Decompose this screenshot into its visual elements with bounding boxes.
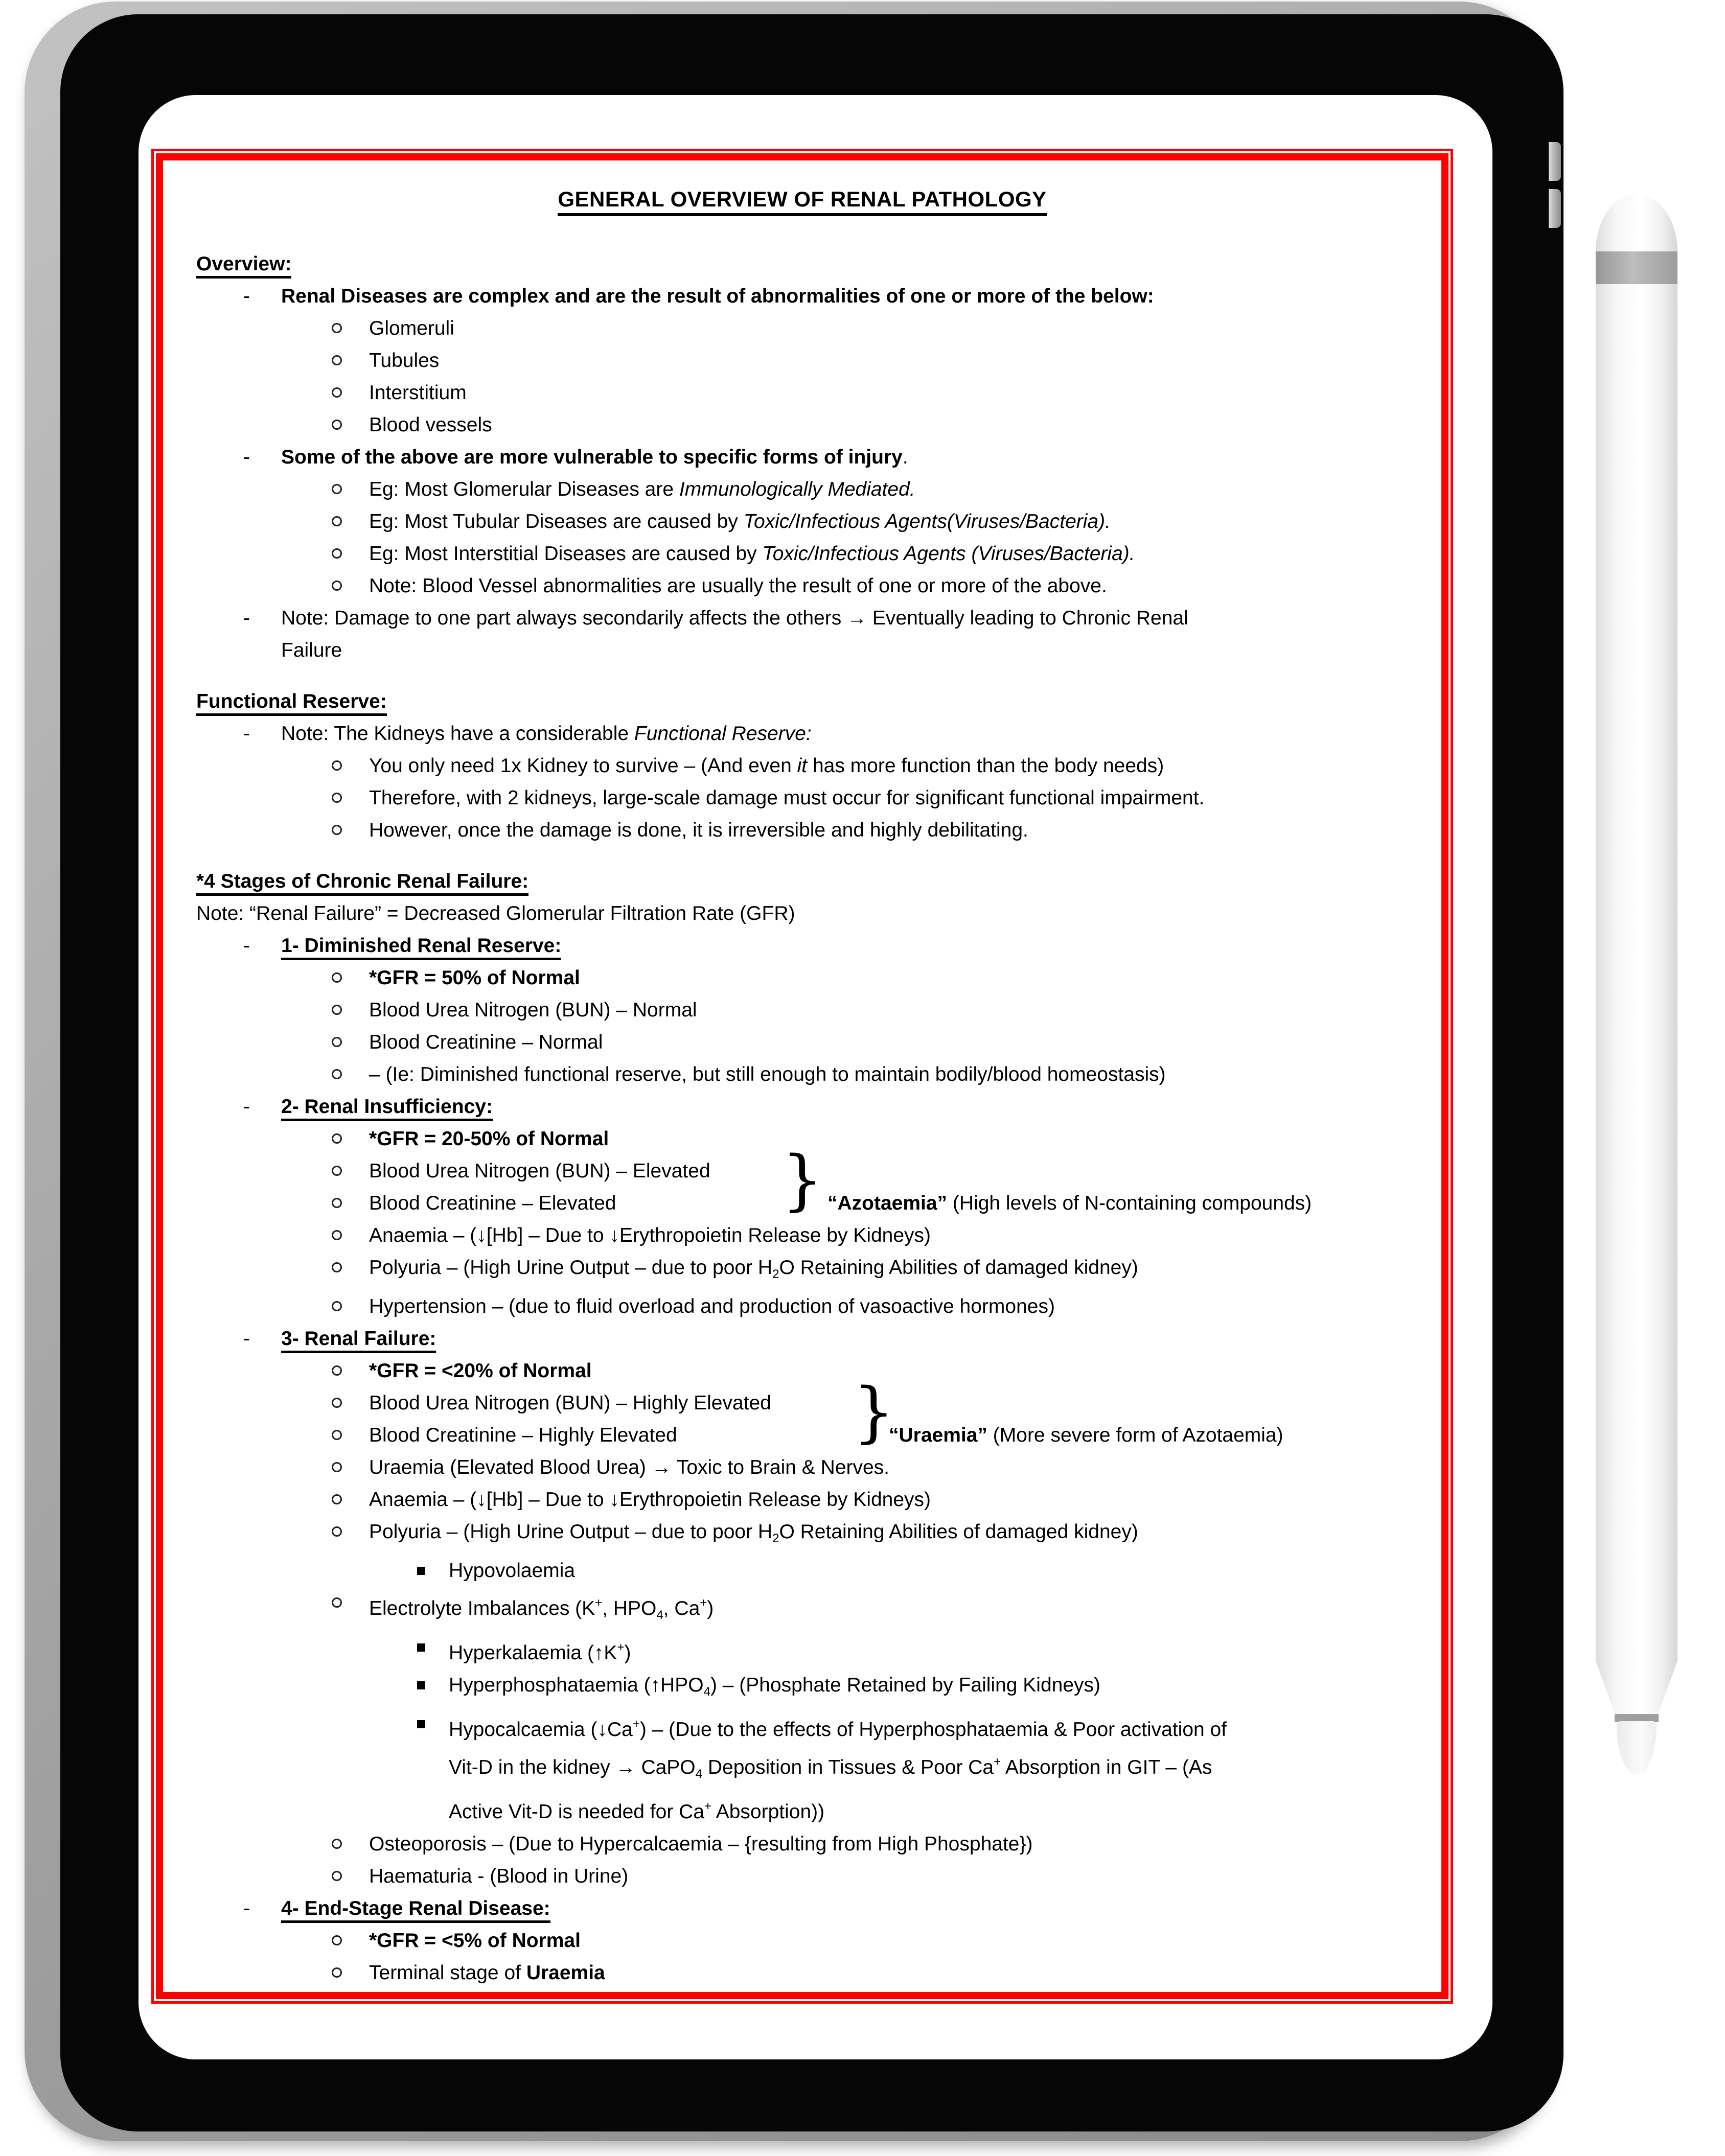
pencil-cap xyxy=(1596,194,1677,257)
doc-line-text: Anaemia – (↓[Hb] – Due to ↓Erythropoietin Release by Kidneys) xyxy=(369,1224,931,1246)
circle-bullet-icon xyxy=(332,1037,342,1047)
doc-line-text: Hypertension – (due to fluid overload and production of vasoactive hormones) xyxy=(369,1295,1055,1317)
square-bullet-icon xyxy=(417,1643,425,1652)
brace-annotation: “Uraemia” (More severe form of Azotaemia) xyxy=(889,1424,1283,1446)
doc-line xyxy=(163,750,1441,782)
document-title-text: GENERAL OVERVIEW OF RENAL PATHOLOGY xyxy=(558,187,1046,216)
circle-bullet-icon xyxy=(332,972,342,983)
doc-line xyxy=(163,1892,1441,1925)
doc-line xyxy=(163,1058,1441,1091)
doc-line xyxy=(163,717,1441,750)
dash-bullet-icon: - xyxy=(243,1096,250,1118)
doc-line-text: Hyperphosphataemia $(↑HPO_4)$ – (Phosphate Retained by Failing Kidneys) xyxy=(449,1674,1101,1699)
doc-line xyxy=(163,1323,1441,1355)
doc-line xyxy=(163,441,1441,473)
doc-line xyxy=(163,312,1441,344)
circle-bullet-icon xyxy=(332,1365,342,1376)
doc-line-text: Osteoporosis – (Due to Hypercalcaemia – {resulting from High Phosphate}) xyxy=(369,1833,1033,1855)
doc-line xyxy=(163,930,1441,962)
doc-line-text: Blood Creatinine – Normal xyxy=(369,1031,603,1053)
document-content xyxy=(163,183,1441,2014)
doc-line xyxy=(163,602,1441,666)
document-title xyxy=(163,183,1441,215)
circle-bullet-icon xyxy=(332,1262,342,1272)
circle-bullet-icon xyxy=(332,548,342,559)
dash-bullet-icon: - xyxy=(243,285,250,307)
brace-annotation: “Azotaemia” (High levels of N-containing compounds) xyxy=(827,1192,1312,1214)
doc-line xyxy=(163,248,1441,280)
doc-line xyxy=(163,1091,1441,1123)
dash-bullet-icon: - xyxy=(243,607,250,629)
doc-line xyxy=(163,1860,1441,1892)
circle-bullet-icon xyxy=(332,1198,342,1208)
dash-bullet-icon: - xyxy=(243,723,250,745)
doc-line xyxy=(163,865,1441,897)
doc-line-text: *4 Stages of Chronic Renal Failure: xyxy=(163,865,1441,897)
doc-line xyxy=(163,1828,1441,1860)
volume-up-button xyxy=(1549,142,1561,181)
doc-line-text: 4- End-Stage Renal Disease: xyxy=(163,1892,1441,1925)
doc-line xyxy=(163,897,1441,930)
circle-bullet-icon xyxy=(332,1839,342,1849)
doc-line-text: Blood Urea Nitrogen (BUN) – Elevated xyxy=(369,1160,710,1182)
doc-line xyxy=(163,280,1441,312)
doc-line xyxy=(163,1669,1441,1708)
doc-line xyxy=(163,1587,1441,1631)
doc-line-text: Therefore, with 2 kidneys, large-scale damage must occur for significant functional impairment. xyxy=(369,787,1205,809)
doc-line xyxy=(163,1451,1441,1483)
volume-down-button xyxy=(1549,189,1561,228)
doc-line xyxy=(163,685,1441,717)
doc-line-text: *GFR = <5% of Normal xyxy=(369,1930,581,1952)
doc-line xyxy=(163,473,1441,505)
pencil-silver-band xyxy=(1596,251,1677,284)
dash-bullet-icon: - xyxy=(243,446,250,468)
doc-line-text: *GFR = <20% of Normal xyxy=(369,1360,592,1382)
circle-bullet-icon xyxy=(332,1133,342,1144)
doc-line xyxy=(163,570,1441,602)
circle-bullet-icon xyxy=(332,581,342,591)
doc-line-text: You only need 1x Kidney to survive – (And even it has more function than the body needs) xyxy=(369,755,1164,777)
circle-bullet-icon xyxy=(332,760,342,771)
doc-line xyxy=(163,1516,1441,1555)
square-bullet-icon xyxy=(417,1720,425,1728)
doc-line-text: Note: The Kidneys have a considerable Functional Reserve: xyxy=(281,723,812,745)
doc-line xyxy=(163,1355,1441,1387)
doc-line-text: Polyuria – (High Urine Output – due to poor $H_2O$ Retaining Abilities of damaged kidney) xyxy=(369,1257,1138,1281)
circle-bullet-icon xyxy=(332,1398,342,1408)
doc-line xyxy=(163,1483,1441,1516)
doc-line-text: Haematuria - (Blood in Urine) xyxy=(369,1865,629,1887)
circle-bullet-icon xyxy=(332,1462,342,1472)
doc-line-text: Eg: Most Interstitial Diseases are caused by Toxic/Infectious Agents (Viruses/Bacteria). xyxy=(369,543,1135,565)
doc-line-text: Blood vessels xyxy=(369,414,492,436)
doc-line-text: Anaemia – (↓[Hb] – Due to ↓Erythropoietin Release by Kidneys) xyxy=(369,1489,931,1511)
circle-bullet-icon xyxy=(332,387,342,398)
circle-bullet-icon xyxy=(332,1871,342,1881)
doc-line-text: Some of the above are more vulnerable to specific forms of injury. xyxy=(281,446,908,468)
curly-brace-icon: } xyxy=(853,1374,895,1450)
doc-line-text: Blood Urea Nitrogen (BUN) – Highly Elevated xyxy=(369,1392,771,1414)
doc-line xyxy=(163,994,1441,1026)
doc-line-text: Hypovolaemia xyxy=(449,1560,576,1582)
doc-line-text: Note: Blood Vessel abnormalities are usually the result of one or more of the above. xyxy=(369,575,1107,597)
doc-line-text: Eg: Most Glomerular Diseases are Immunologically Mediated. xyxy=(369,478,915,500)
doc-line xyxy=(163,1187,1441,1219)
dash-bullet-icon: - xyxy=(243,935,250,957)
doc-line-text: Polyuria – (High Urine Output – due to poor $H_2O$ Retaining Abilities of damaged kidney) xyxy=(369,1521,1138,1545)
doc-line-text: Eg: Most Tubular Diseases are caused by Toxic/Infectious Agents(Viruses/Bacteria). xyxy=(369,511,1111,532)
doc-line xyxy=(163,1219,1441,1251)
pencil-body xyxy=(1596,284,1677,1662)
doc-line-text: Renal Diseases are complex and are the result of abnormalities of one or more of the below: xyxy=(281,285,1154,307)
circle-bullet-icon xyxy=(332,1935,342,1945)
circle-bullet-icon xyxy=(332,1005,342,1015)
doc-line xyxy=(163,1290,1441,1323)
doc-line xyxy=(163,409,1441,441)
circle-bullet-icon xyxy=(332,1597,342,1608)
doc-line xyxy=(163,1026,1441,1058)
circle-bullet-icon xyxy=(332,420,342,430)
circle-bullet-icon xyxy=(332,1967,342,1978)
doc-line-text: 2- Renal Insufficiency: xyxy=(163,1091,1441,1123)
circle-bullet-icon xyxy=(332,323,342,333)
doc-line-text: – (Ie: Diminished functional reserve, but still enough to maintain bodily/blood homeostasis) xyxy=(369,1063,1166,1085)
apple-pencil xyxy=(1596,194,1677,1775)
doc-line xyxy=(163,538,1441,570)
circle-bullet-icon xyxy=(332,1230,342,1240)
doc-line-text: *GFR = 50% of Normal xyxy=(369,967,580,989)
doc-line-text: Hyperkalaemia (↑K+) xyxy=(449,1640,631,1664)
doc-line-text: Note: “Renal Failure” = Decreased Glomerular Filtration Rate (GFR) xyxy=(196,902,795,924)
doc-line xyxy=(163,962,1441,994)
doc-line xyxy=(163,1419,1441,1451)
circle-bullet-icon xyxy=(332,1166,342,1176)
doc-line-text: 1- Diminished Renal Reserve: xyxy=(163,930,1441,962)
circle-bullet-icon xyxy=(332,1430,342,1440)
doc-line xyxy=(163,782,1441,814)
square-bullet-icon xyxy=(417,1567,425,1575)
doc-line-text: Tubules xyxy=(369,350,440,372)
doc-line-text: Uraemia (Elevated Blood Urea) → Toxic to Brain & Nerves. xyxy=(369,1456,890,1478)
doc-line-text: Blood Creatinine – Highly Elevated xyxy=(369,1424,677,1446)
doc-line-text: Note: Damage to one part always secondarily affects the others → Eventually leading to Chronic Renal Failure xyxy=(281,607,1188,661)
circle-bullet-icon xyxy=(332,1526,342,1537)
doc-line-text: Overview: xyxy=(163,248,1441,280)
circle-bullet-icon xyxy=(332,516,342,526)
doc-line-text: Blood Urea Nitrogen (BUN) – Normal xyxy=(369,999,697,1021)
dash-bullet-icon: - xyxy=(243,1897,250,1919)
doc-line xyxy=(163,1957,1441,1989)
circle-bullet-icon xyxy=(332,825,342,835)
doc-line xyxy=(163,1708,1441,1828)
doc-line xyxy=(163,344,1441,377)
doc-line-text: Functional Reserve: xyxy=(163,685,1441,717)
doc-line-text: However, once the damage is done, it is irreversible and highly debilitating. xyxy=(369,819,1028,841)
doc-line-text: *GFR = 20-50% of Normal xyxy=(369,1128,609,1150)
circle-bullet-icon xyxy=(332,1301,342,1311)
doc-line-text: 3- Renal Failure: xyxy=(163,1323,1441,1355)
doc-line-text: Glomeruli xyxy=(369,317,454,339)
pencil-taper xyxy=(1596,1661,1677,1715)
doc-line-text: Hypocalcaemia (↓Ca+) – (Due to the effects of Hyperphosphataemia & Poor activation of Vit-D in the kidney → CaPO$_4$ Deposition in Tissues & Poor Ca+ Absorption in GIT – (As Active Vit-D is needed for Ca+ Absorption)) xyxy=(449,1717,1227,1823)
circle-bullet-icon xyxy=(332,793,342,803)
doc-line-text: Electrolyte Imbalances (K+, $HPO_4$, Ca+) xyxy=(369,1596,714,1622)
doc-line xyxy=(163,1555,1441,1587)
square-bullet-icon xyxy=(417,1681,425,1689)
circle-bullet-icon xyxy=(332,484,342,494)
doc-line xyxy=(163,1925,1441,1957)
circle-bullet-icon xyxy=(332,355,342,365)
doc-line-text: Interstitium xyxy=(369,382,467,404)
pencil-tip xyxy=(1617,1721,1657,1774)
dash-bullet-icon: - xyxy=(243,1328,250,1350)
document-page-red-border xyxy=(156,153,1448,1999)
curly-brace-icon: } xyxy=(781,1142,823,1218)
doc-line xyxy=(163,505,1441,538)
doc-line xyxy=(163,377,1441,409)
doc-line-text: Blood Creatinine – Elevated xyxy=(369,1192,616,1214)
doc-line xyxy=(163,1631,1441,1669)
doc-line xyxy=(163,814,1441,846)
circle-bullet-icon xyxy=(332,1494,342,1504)
doc-line xyxy=(163,1251,1441,1290)
doc-line-text: Terminal stage of Uraemia xyxy=(369,1962,605,1984)
circle-bullet-icon xyxy=(332,1069,342,1079)
